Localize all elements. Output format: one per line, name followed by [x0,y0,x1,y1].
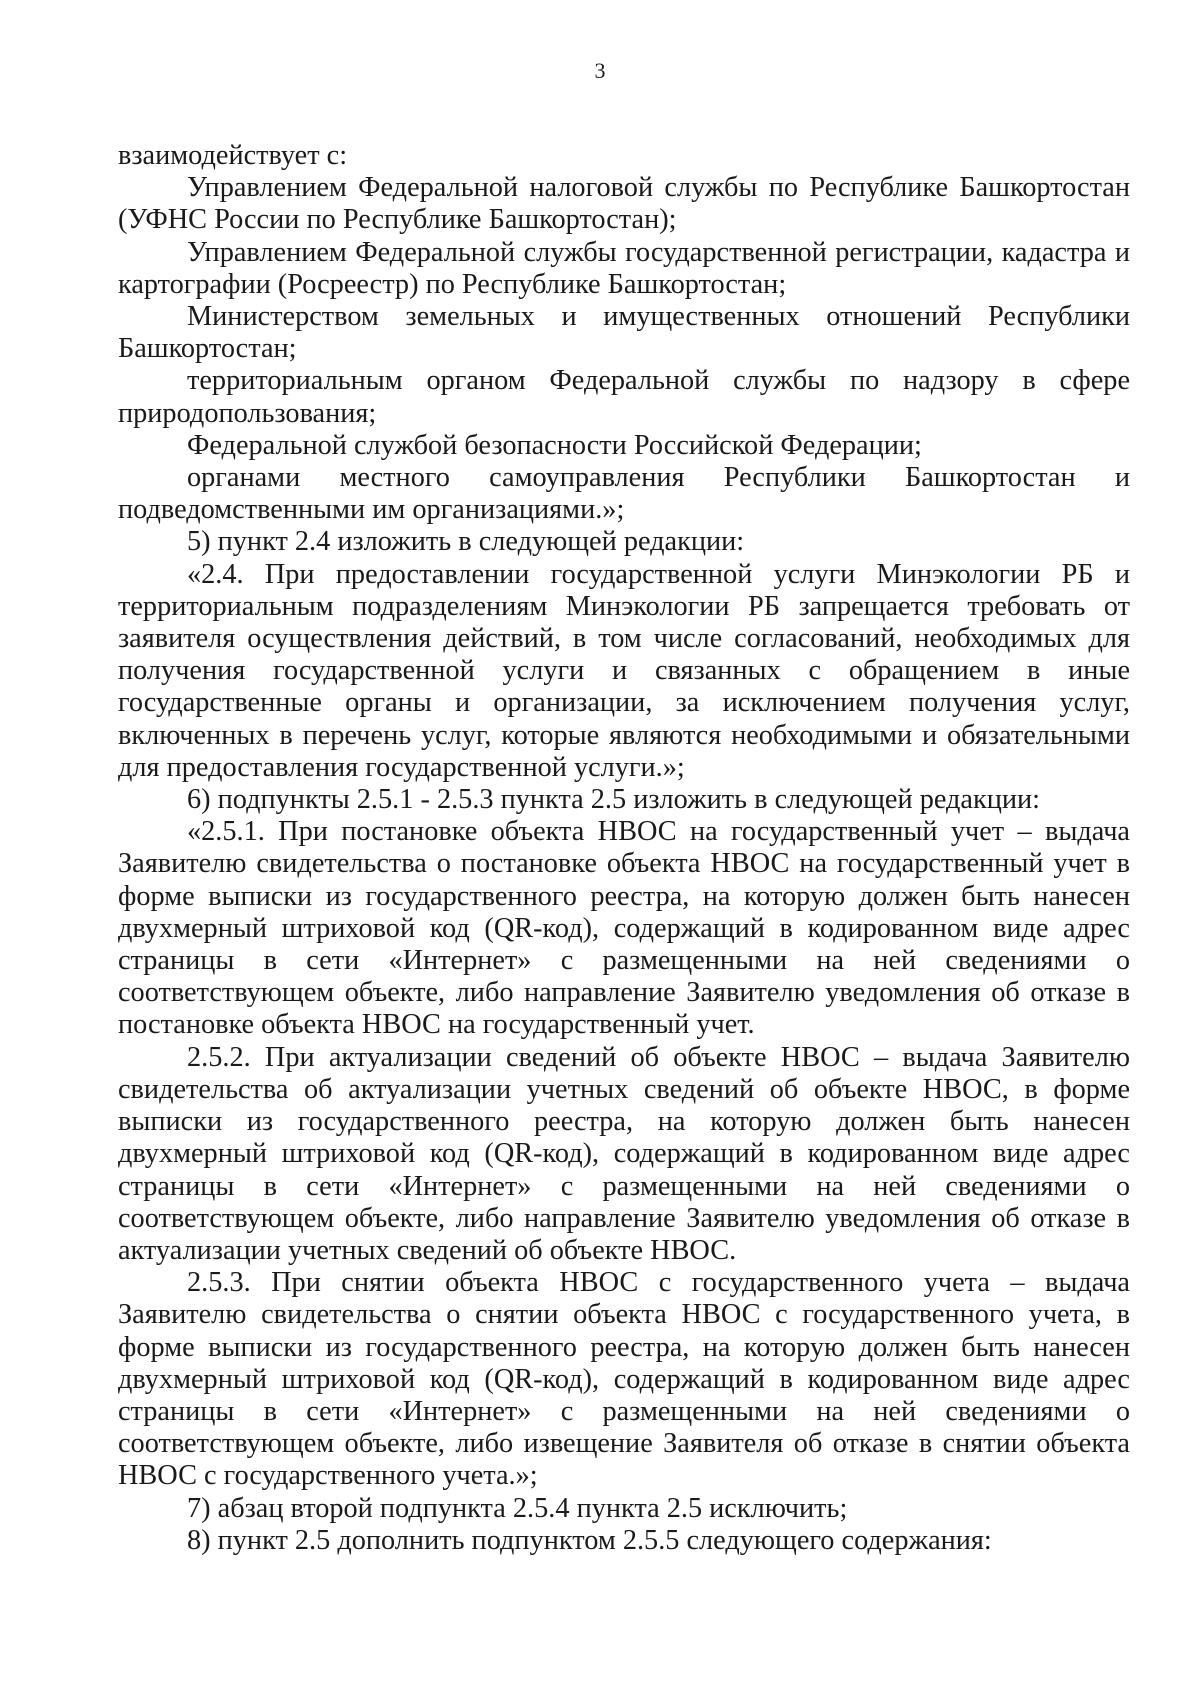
paragraph-item-8: 8) пункт 2.5 дополнить подпунктом 2.5.5 следующего содержания: [187,1524,992,1556]
document-body [118,140,1130,1557]
paragraph-clause-2-5-3: 2.5.3. При снятии объекта НВОС с государственного учета – выдача Заявителю свидетельства о снятии объекта НВОС с государственного учета, в форме выписки из государственного реестра, на которую должен быть нанесен двухмерный штриховой код (QR-код), содержащий в кодированном виде адрес страницы в сети «Интернет» с размещенными на ней сведениями о соответствующем объекте, либо извещение Заявителя об отказе в снятии объекта НВОС с государственного учета.»; [118,1267,1130,1492]
paragraph-interacts-with: взаимодействует с: [118,140,348,171]
paragraph-local-government: органами местного самоуправления Республики Башкортостан и подведомственными им организациями.»; [118,462,1130,526]
paragraph-ufns: Управлением Федеральной налоговой службы по Республике Башкортостан (УФНС России по Республике Башкортостан); [118,172,1130,236]
paragraph-item-5: 5) пункт 2.4 изложить в следующей редакции: [187,526,745,558]
paragraph-ministry-land: Министерством земельных и имущественных отношений Республики Башкортостан; [118,301,1130,365]
paragraph-item-6: 6) подпункты 2.5.1 - 2.5.3 пункта 2.5 изложить в следующей редакции: [187,784,1041,816]
paragraph-clause-2-5-1: «2.5.1. При постановке объекта НВОС на государственный учет – выдача Заявителю свидетельства о постановке объекта НВОС на государственный учет в форме выписки из государственного реестра, на которую должен быть нанесен двухмерный штриховой код (QR-код), содержащий в кодированном виде адрес страницы в сети «Интернет» с размещенными на ней сведениями о соответствующем объекте, либо направление Заявителю уведомления об отказе в постановке объекта НВОС на государственный учет. [118,816,1130,1041]
paragraph-fsb: Федеральной службой безопасности Российской Федерации; [187,429,922,461]
paragraph-territorial-body: территориальным органом Федеральной службы по надзору в сфере природопользования; [118,365,1130,429]
paragraph-clause-2-4: «2.4. При предоставлении государственной услуги Минэкологии РБ и территориальным подразделениям Минэкологии РБ запрещается требовать от заявителя осуществления действий, в том числе согласований, необходимых для получения государственной услуги и связанных с обращением в иные государственные органы и организации, за исключением получения услуг, включенных в перечень услуг, которые являются необходимыми и обязательными для предоставления государственной услуги.»; [118,558,1130,783]
paragraph-item-7: 7) абзац второй подпункта 2.5.4 пункта 2.5 исключить; [187,1492,848,1524]
page-number: 3 [594,58,606,83]
paragraph-rosreestr: Управлением Федеральной службы государственной регистрации, кадастра и картографии (Росреестр) по Республике Башкортостан; [118,236,1130,300]
paragraph-clause-2-5-2: 2.5.2. При актуализации сведений об объекте НВОС – выдача Заявителю свидетельства об актуализации учетных сведений об объекте НВОС, в форме выписки из государственного реестра, на которую должен быть нанесен двухмерный штриховой код (QR-код), содержащий в кодированном виде адрес страницы в сети «Интернет» с размещенными на ней сведениями о соответствующем объекте, либо направление Заявителю уведомления об отказе в актуализации учетных сведений об объекте НВОС. [118,1041,1130,1266]
